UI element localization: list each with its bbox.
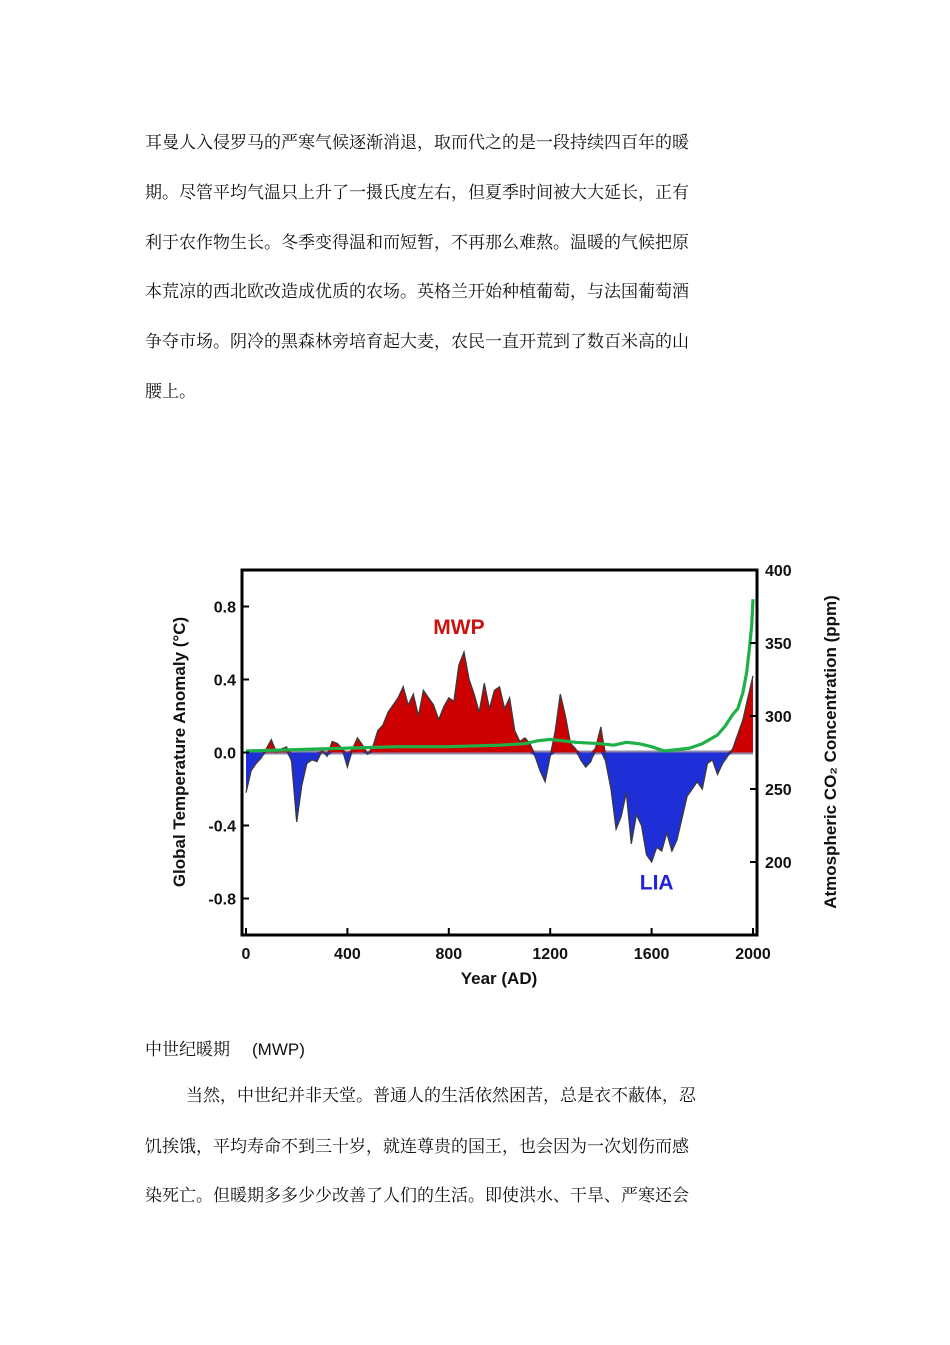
annotation-lia: LIA	[639, 871, 674, 895]
paragraph-line: 饥挨饿，平均寿命不到三十岁，就连尊贵的国王，也会因为一次划伤而感	[145, 1137, 689, 1157]
y2-axis-label: Atmospheric CO₂ Concentration (ppm)	[821, 595, 840, 909]
paragraph-line: 争夺市场。阴冷的黑森林旁培育起大麦，农民一直开荒到了数百米高的山	[145, 332, 689, 352]
paragraph-line: 耳曼人入侵罗马的严寒气候逐渐消退，取而代之的是一段持续四百年的暖	[145, 133, 689, 153]
x-tick-label: 2000	[735, 946, 771, 963]
figure-caption	[145, 1035, 305, 1060]
y2-tick-label: 200	[765, 855, 792, 872]
y-axis-label: Global Temperature Anomaly (°C)	[170, 616, 189, 888]
y-tick-label: -0.8	[208, 891, 236, 909]
x-tick-label: 400	[334, 946, 361, 963]
y2-tick-label: 300	[765, 709, 792, 726]
y2-tick-label: 400	[765, 563, 792, 580]
y-tick-label: 0.0	[213, 745, 236, 763]
x-tick-label: 1200	[532, 946, 568, 963]
paragraph-line: 利于农作物生长。冬季变得温和而短暂，不再那么难熬。温暖的气候把原	[145, 233, 689, 253]
y-tick-label: -0.4	[208, 818, 236, 836]
positive-anomaly-area	[246, 652, 753, 752]
paragraph-line: 染死亡。但暖期多多少少改善了人们的生活。即使洪水、干旱、严寒还会	[145, 1186, 689, 1206]
annotation-mwp: MWP	[433, 615, 485, 639]
y-tick-label: 0.8	[213, 599, 236, 617]
x-axis-label: Year (AD)	[460, 969, 538, 988]
y-tick-label: 0.4	[213, 672, 236, 690]
caption-abbreviation: (MWP)	[252, 1040, 305, 1059]
caption-text: 中世纪暖期	[145, 1040, 230, 1060]
paragraph-line: 腰上。	[145, 382, 196, 402]
y2-tick-label: 250	[765, 782, 792, 799]
paragraph-line: 本荒凉的西北欧改造成优质的农场。英格兰开始种植葡萄，与法国葡萄酒	[145, 282, 689, 302]
paragraph-line: 期。尽管平均气温只上升了一摄氏度左右，但夏季时间被大大延长，正有	[145, 183, 689, 203]
x-tick-label: 1600	[633, 946, 670, 963]
x-tick-label: 800	[435, 946, 463, 963]
paragraph-line: 当然，中世纪并非天堂。普通人的生活依然困苦，总是衣不蔽体，忍	[186, 1086, 696, 1106]
y2-tick-label: 350	[765, 636, 792, 653]
negative-anomaly-area	[246, 753, 753, 863]
x-tick-label: 0	[241, 946, 251, 963]
temperature-co2-chart	[165, 560, 850, 995]
